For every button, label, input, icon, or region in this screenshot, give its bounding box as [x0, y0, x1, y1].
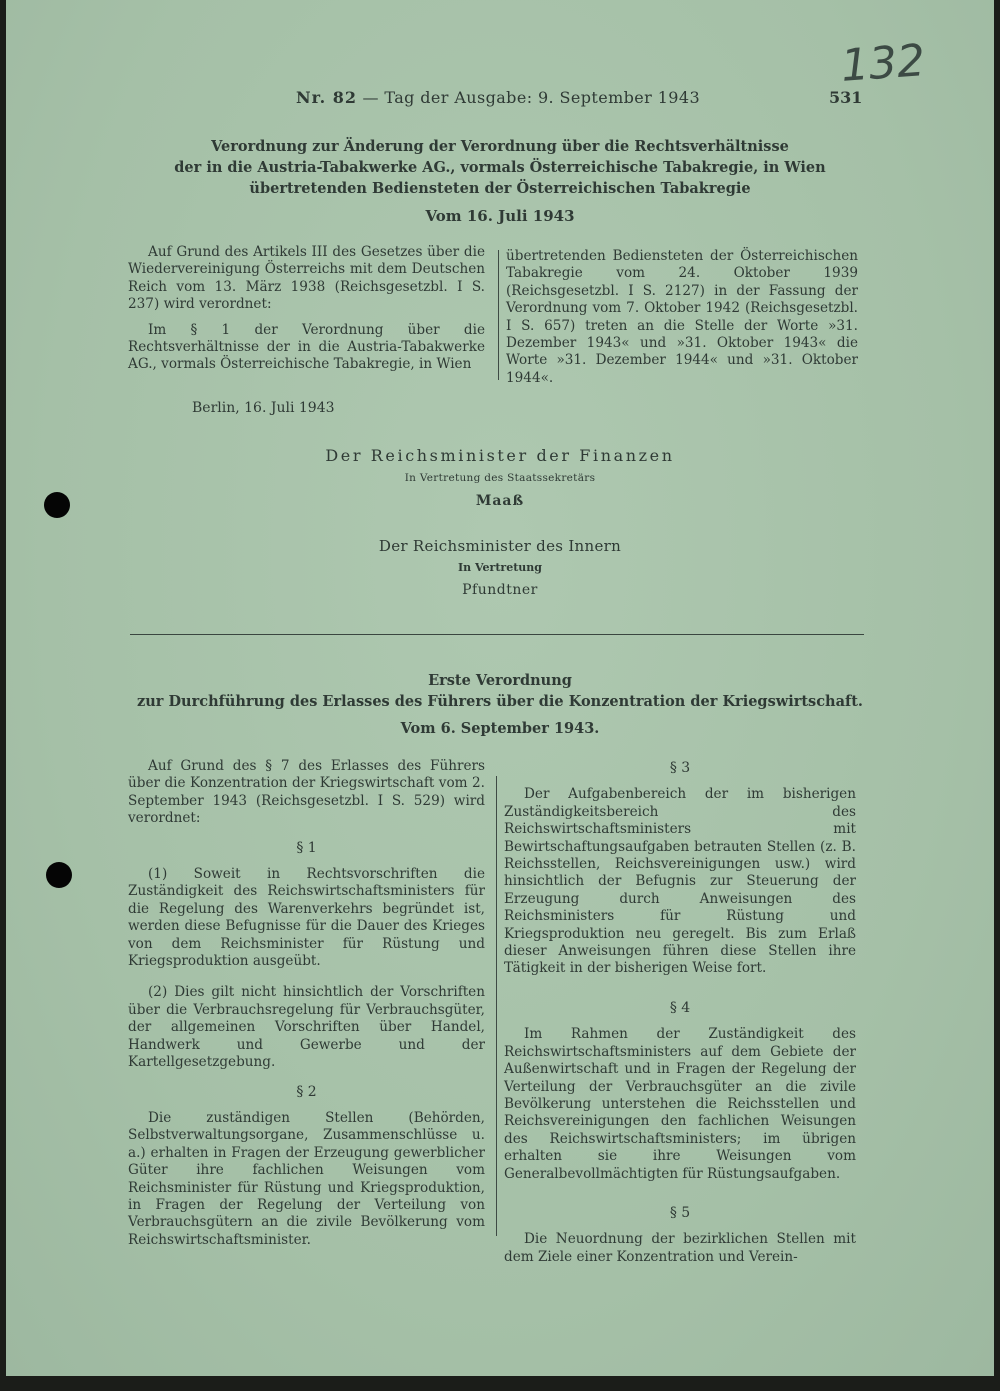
signature-minister-finance: Der Reichsminister der Finanzen	[325, 446, 675, 465]
decree2-date: Vom 6. September 1943.	[400, 720, 600, 737]
decree1-title-line: der in die Austria-Tabakwerke AG., vormals Österreichische Tabakregie, in Wien	[174, 159, 826, 176]
paragraph: (1) Soweit in Rechtsvorschriften die Zuständigkeit des Reichswirtschaftsministers für die Regelung des Warenverkehrs begründet ist, werden diese Befugnisse für die Dauer des Krieges von dem Reichsminister für Rüstung und Kriegsproduktion ausgeübt.	[128, 866, 485, 970]
signature-minister-interior: Der Reichsminister des Innern	[378, 537, 622, 555]
binder-hole-mark	[44, 492, 70, 518]
decree1-title	[136, 136, 864, 199]
issue-number: Nr. 82	[296, 88, 357, 107]
signature-deputy-note: In Vertretung des Staatssekretärs	[404, 472, 596, 484]
issue-header	[296, 88, 716, 107]
decree2-left-column	[128, 758, 485, 1249]
decree1-right-column	[506, 248, 858, 387]
signatory-name: Pfundtner	[462, 582, 538, 598]
decree1-left-column	[128, 244, 485, 374]
signature-deputy-note: In Vertretung	[458, 561, 542, 574]
decree2-title: Erste Verordnung	[428, 672, 572, 689]
paragraph: (2) Dies gilt nicht hinsichtlich der Vorschriften über die Verbrauchsregelung für Verbrauchsgüter, der allgemeinen Vorschriften über Handel, Handwerk und Gewerbe und der Kartellgesetzgebung.	[128, 984, 485, 1071]
paragraph: übertretenden Bediensteten der Österreichischen Tabakregie vom 24. Oktober 1939 (Reichsgesetzbl. I S. 2127) in der Fassung der Verordnung vom 7. Oktober 1942 (Reichsgesetzbl. I S. 657) treten an die Stelle der Worte »31. Dezember 1943« und »31. Oktober 1943« die Worte »31. Dezember 1944« und »31. Oktober 1944«.	[506, 248, 858, 386]
paragraph: Die zuständigen Stellen (Behörden, Selbstverwaltungsorgane, Zusammenschlüsse u. a.) erhalten in Fragen der Erzeugung gewerblicher Güter ihre fachlichen Weisungen vom Reichsminister für Rüstung und Kriegsproduktion, in Fragen der Regelung der Verteilung von Verbrauchsgütern an die zivile Bevölkerung vom Reichswirtschaftsminister.	[128, 1109, 485, 1248]
decree1-date: Vom 16. Juli 1943	[425, 207, 575, 225]
place-date: Berlin, 16. Juli 1943	[192, 400, 335, 416]
paragraph: Im § 1 der Verordnung über die Rechtsverhältnisse der in die Austria-Tabakwerke AG., vormals Österreichische Tabakregie, in Wien	[128, 321, 485, 373]
decree2-subtitle: zur Durchführung des Erlasses des Führers über die Konzentration der Kriegswirtschaft.	[137, 693, 863, 710]
handwritten-page-number: 132	[839, 35, 927, 92]
decree2-right-column	[504, 760, 856, 1266]
column-divider	[498, 250, 499, 380]
decree1-title-line: übertretenden Bediensteten der Österreichischen Tabakregie	[249, 180, 751, 197]
decree1-title-line: Verordnung zur Änderung der Verordnung über die Rechtsverhältnisse	[211, 138, 789, 155]
section-heading: § 2	[296, 1083, 317, 1100]
section-heading: § 1	[296, 839, 317, 856]
binder-hole-mark	[46, 862, 72, 888]
page-number: 531	[829, 88, 863, 107]
paragraph: Auf Grund des Artikels III des Gesetzes über die Wiedervereinigung Österreichs mit dem Deutschen Reich vom 13. März 1938 (Reichsgesetzbl. I S. 237) wird verordnet:	[128, 244, 485, 313]
section-heading: § 3	[669, 760, 691, 776]
paragraph: Der Aufgabenbereich der im bisherigen Zuständigkeitsbereich des Reichswirtschaftsministers mit Bewirtschaftungsaufgaben betrauten Stellen (z. B. Reichsstellen, Reichsvereinigungen usw.) wird hinsichtlich der Befugnis zur Steuerung der Erzeugung durch Anweisungen des Reichsministers für Rüstung und Kriegsproduktion neu geregelt. Bis zum Erlaß dieser Anweisungen führen diese Stellen ihre Tätigkeit in der bisherigen Weise fort.	[504, 786, 856, 977]
document-page	[6, 0, 994, 1376]
section-heading: § 5	[669, 1204, 691, 1221]
paragraph: Die Neuordnung der bezirklichen Stellen mit dem Ziele einer Konzentration und Verein-	[504, 1231, 856, 1265]
paragraph: Im Rahmen der Zuständigkeit des Reichswirtschaftsministers auf dem Gebiete der Außenwirtschaft und in Fragen der Regelung der Verteilung der Verbrauchsgüter an die zivile Bevölkerung unterstehen die Reichsstellen und Reichsvereinigungen den fachlichen Weisungen des Reichswirtschaftsministers; im übrigen erhalten sie ihre Weisungen vom Generalbevollmächtigten für Rüstungsaufgaben.	[504, 1026, 856, 1182]
signatory-name: Maaß	[475, 493, 525, 509]
issue-date: — Tag der Ausgabe: 9. September 1943	[362, 88, 701, 107]
section-divider	[130, 634, 864, 635]
column-divider	[496, 776, 497, 1236]
section-heading: § 4	[669, 999, 691, 1016]
paragraph: Auf Grund des § 7 des Erlasses des Führers über die Konzentration der Kriegswirtschaft vom 2. September 1943 (Reichsgesetzbl. I S. 529) wird verordnet:	[128, 758, 485, 827]
